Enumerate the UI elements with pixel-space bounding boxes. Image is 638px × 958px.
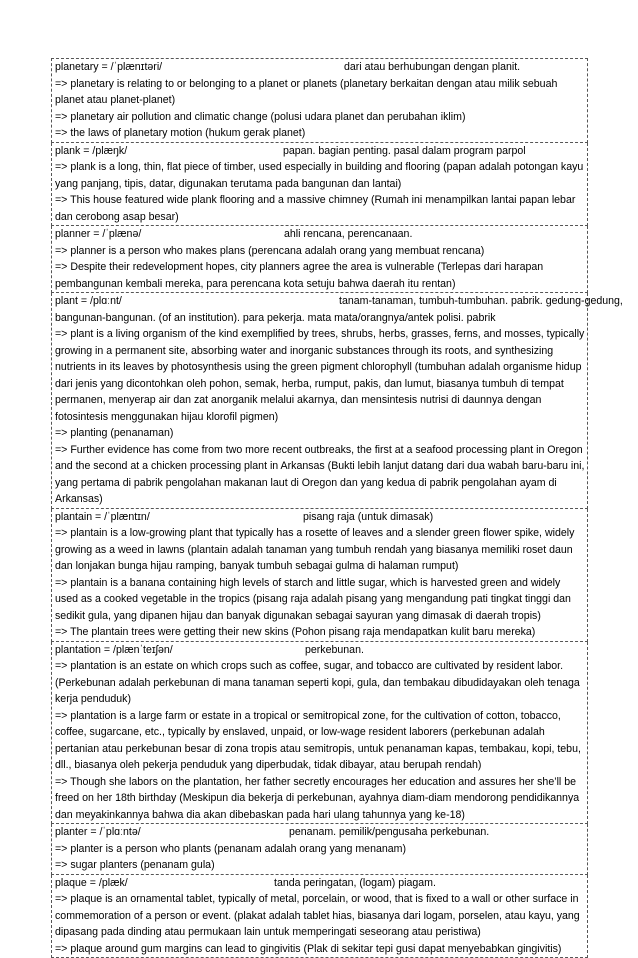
headword-row [55,59,585,76]
translation: ahli rencana, perencanaan. [284,226,412,243]
entry-planetary [51,58,588,143]
example-line: => planter is a person who plants (penanam adalah orang yang menanam) [55,841,585,858]
translation: pisang raja (untuk dimasak) [303,509,433,526]
entry-plantation [51,642,588,825]
headword-row [55,824,585,841]
entry-plantain [51,509,588,642]
entry-planter [51,824,588,875]
example-line: => This house featured wide plank flooring and a massive chimney (Rumah ini menampilkan lantai papan lebar dan cerobong asap besar) [55,192,585,225]
headword: plant = /plɑːnt/ [55,293,122,310]
entry-plank [51,143,588,227]
example-line: => planting (penanaman) [55,425,585,442]
headword: planner = /ˈplænə/ [55,226,141,243]
translation: papan. bagian penting. pasal dalam program parpol [283,143,526,160]
example-line: => plantain is a banana containing high levels of starch and little sugar, which is harvested green and widely used as a cooked vegetable in the tropics (pisang raja adalah pisang yang mengandung pati tingkat tinggi dan sedikit gula, yang dipanen hijau dan banyak digunakan sebagai sayuran yang dimasak di daerah tropis) [55,575,585,625]
example-line: => plantain is a low-growing plant that typically has a rosette of leaves and a slender green flower spike, widely growing as a weed in lawns (plantain adalah tanaman yang tumbuh rendah yang biasanya memiliki roset daun dan lonjakan bunga hijau ramping, banyak tumbuh sebagai gulma di halaman rumput) [55,525,585,575]
dictionary-page [51,58,588,958]
headword-row [55,509,585,526]
translation: perkebunan. [305,642,364,659]
entry-plaque [51,875,588,958]
example-line: => The plantain trees were getting their new skins (Pohon pisang raja mendapatkan kulit baru mereka) [55,624,585,641]
entry-planner [51,226,588,293]
example-line: => plantation is a large farm or estate in a tropical or semitropical zone, for the cultivation of cotton, tobacco, coffee, sugarcane, etc., typically by enslaved, unpaid, or low-wage resident laborers (perkebunan adalah pertanian atau perkebunan besar di zona tropis atau semitropis, untuk penanaman kapas, tembakau, kopi, tebu, dll., biasanya oleh pekerja penduduk yang diperbudak, tidak dibayar, atau berupah rendah) [55,708,585,774]
headword: plaque = /plæk/ [55,875,128,892]
headword: planetary = /ˈplænɪtəri/ [55,59,162,76]
example-line: => Despite their redevelopment hopes, city planners agree the area is vulnerable (Terlepas dari harapan pembangunan kembali mereka, para perencana kota setuju bahwa daerah itu rentan) [55,259,585,292]
example-line: => Further evidence has come from two more recent outbreaks, the first at a seafood processing plant in Oregon and the second at a chicken processing plant in Arkansas (Bukti lebih lanjut datang dari dua wabah baru-baru ini, yang pertama di pabrik pengolahan makanan laut di Oregon dan yang kedua di pabrik pengolahan ayam di Arkansas) [55,442,585,508]
entry-plant [51,293,588,509]
headword-row [55,293,585,310]
example-line: bangunan-bangunan. (of an institution). para pekerja. mata mata/orangnya/antek polisi. pabrik [55,310,585,327]
example-line: => planner is a person who makes plans (perencana adalah orang yang membuat rencana) [55,243,585,260]
example-line: => plaque is an ornamental tablet, typically of metal, porcelain, or wood, that is fixed to a wall or other surface in commemoration of a person or event. (plakat adalah tablet hias, biasanya dari logam, porselen, atau kayu, yang dipasang pada dinding atau permukaan lain untuk memperingati seseorang atau peristiwa) [55,891,585,941]
example-line: => the laws of planetary motion (hukum gerak planet) [55,125,585,142]
headword-row [55,642,585,659]
example-line: => planetary air pollution and climatic change (polusi udara planet dan perubahan iklim) [55,109,585,126]
example-line: => Though she labors on the plantation, her father secretly encourages her education and assures her she’ll be freed on her 18th birthday (Meskipun dia bekerja di perkebunan, ayahnya diam-diam mendorong pendidikannya dan meyakinkannya bahwa dia akan dibebaskan pada hari ulang tahunnya yang ke-18) [55,774,585,824]
headword: plank = /plæŋk/ [55,143,127,160]
example-line: => plank is a long, thin, flat piece of timber, used especially in building and flooring (papan adalah potongan kayu yang panjang, tipis, datar, digunakan terutama pada bangunan dan lantai) [55,159,585,192]
headword: plantain = /ˈplæntɪn/ [55,509,150,526]
translation: tanam-tanaman, tumbuh-tumbuhan. pabrik. gedung-gedung, [339,293,623,310]
headword-row [55,875,585,892]
headword-row [55,226,585,243]
example-line: => planetary is relating to or belonging to a planet or planets (planetary berkaitan dengan atau milik sebuah planet atau planet-planet) [55,76,585,109]
example-line: => plaque around gum margins can lead to gingivitis (Plak di sekitar tepi gusi dapat menyebabkan gingivitis) [55,941,585,958]
translation: penanam. pemilik/pengusaha perkebunan. [289,824,489,841]
translation: tanda peringatan, (logam) piagam. [274,875,436,892]
translation: dari atau berhubungan dengan planit. [344,59,520,76]
headword: plantation = /plænˈteɪʃən/ [55,642,173,659]
example-line: => plantation is an estate on which crops such as coffee, sugar, and tobacco are cultivated by resident labor. (Perkebunan adalah perkebunan di mana tanaman seperti kopi, gula, dan tembakau dibudidayakan oleh tenaga kerja penduduk) [55,658,585,708]
headword: planter = /ˈplɑːntə/ [55,824,141,841]
headword-row [55,143,585,160]
example-line: => plant is a living organism of the kind exemplified by trees, shrubs, herbs, grasses, ferns, and mosses, typically growing in a permanent site, absorbing water and inorganic substances through its roots, and synthesizing nutrients in its leaves by photosynthesis using the green pigment chlorophyll (tumbuhan adalah organisme hidup dari jenis yang dicontohkan oleh pohon, semak, herba, rumput, pakis, dan lumut, biasanya tumbuh di tempat permanen, menyerap air dan zat anorganik melalui akarnya, dan mensintesis nutrisi di daunnya dengan fotosintesis menggunakan hijau klorofil pigmen) [55,326,585,425]
example-line: => sugar planters (penanam gula) [55,857,585,874]
